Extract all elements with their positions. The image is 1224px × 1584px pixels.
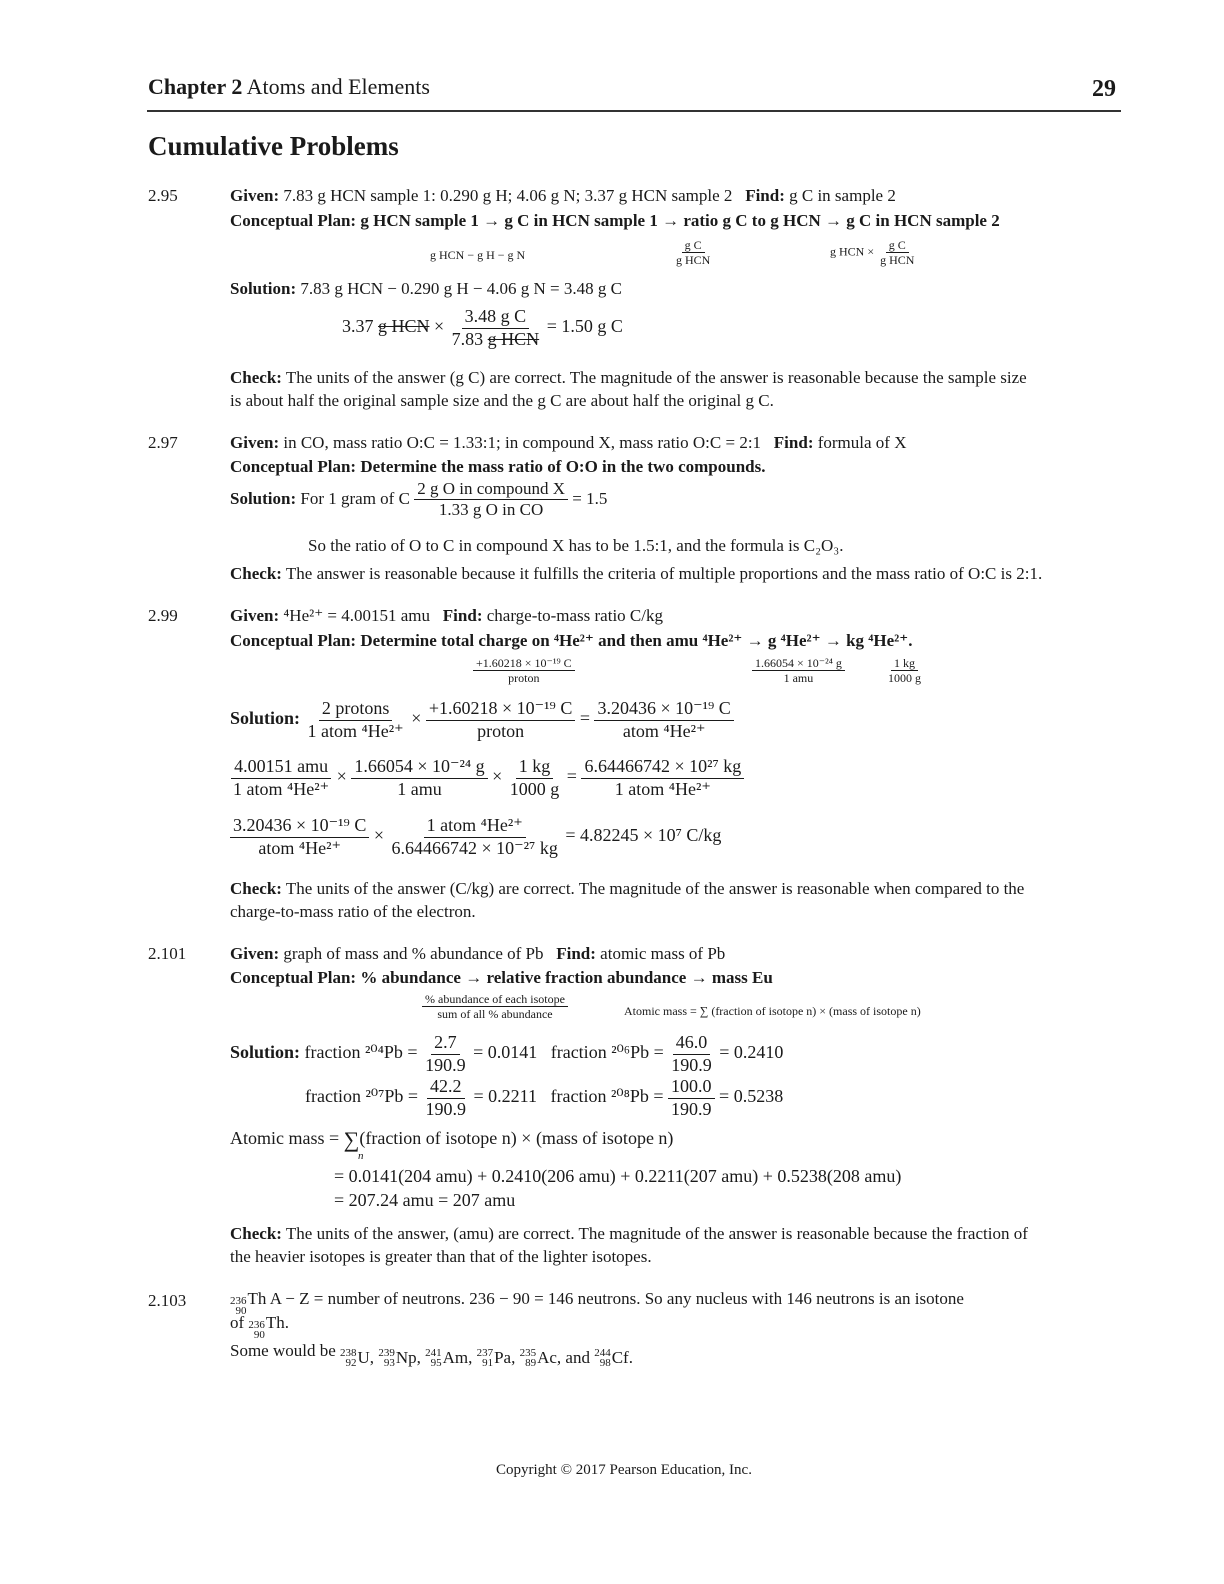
examples-pre: Some would be	[230, 1341, 336, 1360]
mass-charge: 244 98	[594, 1347, 611, 1369]
sigma-subscript: n	[358, 1150, 364, 1162]
frac-den: 1 atom ⁴He²⁺	[307, 720, 404, 741]
frac-num: 2 g O in compound X	[414, 479, 568, 500]
nuclide-symbol: Cf.	[611, 1348, 633, 1367]
plan-step: g HCN − g H − g N	[430, 248, 526, 262]
solution-label: Solution:	[230, 488, 297, 508]
given-label: Given:	[230, 433, 280, 452]
plan-factor	[752, 656, 845, 686]
frac-num: 1 atom ⁴He²⁺	[424, 815, 526, 838]
plan-step-den: g HCN	[676, 253, 711, 268]
frac-num: 100.0	[668, 1076, 715, 1099]
plan-factor-num: 1.66054 × 10⁻²⁴ g	[752, 656, 845, 671]
plan-step	[830, 238, 917, 268]
nuclide-symbol: Th.	[265, 1313, 290, 1332]
plan-step	[673, 238, 713, 268]
frac-num: 2.7	[431, 1032, 460, 1055]
given-line	[230, 186, 896, 206]
nuclide-th-236	[248, 1320, 266, 1340]
plan-factor	[422, 992, 568, 1022]
problem-number: 2.99	[148, 606, 178, 625]
isotone-line-2	[230, 1313, 289, 1340]
plan-label: Conceptual Plan:	[230, 968, 357, 987]
given-line	[230, 433, 907, 453]
fraction-result: = 0.2410	[719, 1042, 784, 1063]
plan-factor-den: 1000 g	[888, 671, 921, 686]
solution-label: Solution:	[230, 279, 297, 298]
header-rule	[147, 110, 1121, 112]
frac-num: 6.64466742 × 10²⁷ kg	[581, 756, 744, 779]
solution-line	[230, 479, 607, 521]
fraction-result: = 0.5238	[719, 1086, 784, 1107]
fraction-result: = 0.2211	[473, 1086, 538, 1107]
nuclide-cf-244	[594, 1348, 633, 1368]
isotone-text: Th A − Z = number of neutrons. 236 − 90 = 146 neutrons. So any nucleus with 146 neutrons is an isotone	[247, 1289, 964, 1308]
check-line	[230, 1224, 1028, 1244]
mass-charge: 235 89	[519, 1347, 537, 1369]
calc-result: = 1.50 g C	[546, 316, 623, 337]
isotone-examples	[230, 1341, 633, 1368]
chapter-title: Atoms and Elements	[246, 74, 430, 99]
atomic-mass-line-2: = 0.0141(204 amu) + 0.2410(206 amu) + 0.2211(207 amu) + 0.5238(208 amu)	[334, 1166, 902, 1186]
sigma-icon: ∑	[343, 1126, 360, 1152]
frac-den: 190.9	[671, 1054, 712, 1075]
check-line	[230, 368, 1027, 388]
check-label: Check:	[230, 1224, 282, 1243]
page-number: 29	[1092, 76, 1116, 102]
given-text: in CO, mass ratio O:C = 1.33:1; in compound X, mass ratio O:C = 2:1	[283, 433, 762, 452]
plan-line	[230, 968, 773, 988]
problem-number: 2.103	[148, 1291, 187, 1310]
fraction-label: fraction ²⁰⁴Pb =	[304, 1042, 418, 1063]
plan-label: Conceptual Plan:	[230, 631, 357, 650]
check-label: Check:	[230, 368, 282, 387]
plan-factor-num: +1.60218 × 10⁻¹⁹ C	[473, 656, 575, 671]
plan-step-den: g HCN	[880, 253, 915, 268]
check-line	[230, 564, 1042, 584]
frac-den: 1000 g	[509, 778, 560, 799]
plan-factor-num: 1 kg	[891, 656, 918, 671]
plan-text: Determine the mass ratio of O:O in the two compounds.	[360, 457, 766, 476]
calc-num: 3.48 g C	[462, 306, 530, 329]
check-line-2: charge-to-mass ratio of the electron.	[230, 902, 476, 921]
solution-result: = 1.5	[572, 488, 608, 508]
solution-step: Solution: $\frac{\text{2 protons}}{\text{1 atom ⁴He²⁺}}$ × $\frac{\text{+1.60218 × 10⁻¹⁹ C}}{\text{proton}}$ = $\frac{\text{3.20436 × 10⁻¹⁹ C}}{\text{atom ⁴He²⁺}}$	[230, 698, 734, 742]
check-text: The answer is reasonable because it fulfills the criteria of multiple proportions and the mass ratio of O:C is 2:1.	[285, 564, 1043, 583]
plan-line	[230, 631, 912, 651]
frac-den: 190.9	[671, 1098, 712, 1119]
nuclide-symbol: Ac, and	[537, 1348, 590, 1367]
frac-den: proton	[477, 720, 525, 741]
mass-charge: 239 93	[378, 1347, 395, 1369]
find-text: charge-to-mass ratio C/kg	[486, 606, 663, 625]
nuclide-symbol: Pa,	[494, 1348, 516, 1367]
solution-label: Solution:	[230, 708, 301, 729]
frac-num: 3.20436 × 10⁻¹⁹ C	[594, 698, 733, 721]
check-text: The units of the answer (g C) are correct. The magnitude of the answer is reasonable because the sample size	[285, 368, 1027, 387]
fraction-label: fraction ²⁰⁸Pb =	[550, 1086, 664, 1107]
times-sign: ×	[434, 316, 445, 337]
calc-value: 3.37	[342, 316, 374, 337]
plan-label: Conceptual Plan:	[230, 211, 357, 230]
given-label: Given:	[230, 186, 280, 205]
mass-charge: 238 92	[340, 1347, 357, 1369]
frac-num: +1.60218 × 10⁻¹⁹ C	[426, 698, 575, 721]
find-label: Find:	[556, 944, 596, 963]
nuclide-symbol: Np,	[395, 1348, 421, 1367]
solution-text: For 1 gram of C	[300, 488, 410, 508]
find-text: formula of X	[817, 433, 907, 452]
plan-line	[230, 457, 765, 477]
calc-den-value: 7.83	[451, 328, 484, 349]
plan-text: % abundance → relative fraction abundance → mass Eu	[360, 968, 773, 987]
frac-num: 4.00151 amu	[231, 756, 331, 779]
plan-text: Determine total charge on ⁴He²⁺ and then amu ⁴He²⁺ → g ⁴He²⁺ → kg ⁴He²⁺.	[360, 631, 913, 650]
nuclide-u-238	[340, 1348, 374, 1368]
frac-num: 46.0	[673, 1032, 711, 1055]
atomic-mass-line	[230, 1128, 673, 1151]
frac-den: 1 atom ⁴He²⁺	[614, 778, 711, 799]
problem-number: 2.97	[148, 433, 178, 452]
nuclide-symbol: U,	[357, 1348, 375, 1367]
isotone-line	[230, 1289, 964, 1316]
nuclide-pa-237	[477, 1348, 516, 1368]
frac-num: 1.66054 × 10⁻²⁴ g	[351, 756, 487, 779]
given-line	[230, 944, 725, 964]
plan-factor-den: 1 amu	[783, 671, 814, 686]
find-text: atomic mass of Pb	[600, 944, 726, 963]
ratio-line: So the ratio of O to C in compound X has to be 1.5:1, and the formula is C₂O₃.	[308, 536, 844, 555]
calc-den-unit: g HCN	[487, 328, 540, 349]
find-label: Find:	[773, 433, 814, 452]
check-line-2: the heavier isotopes is greater than that of the lighter isotopes.	[230, 1247, 652, 1266]
mass-charge: 236 90	[230, 1295, 247, 1317]
frac-num: 3.20436 × 10⁻¹⁹ C	[230, 815, 369, 838]
atomic-mass-sum: (fraction of isotope n) × (mass of isotope n)	[359, 1128, 674, 1148]
given-line	[230, 606, 663, 626]
nuclide-am-241	[425, 1348, 472, 1368]
problem-number: 2.101	[148, 944, 187, 963]
check-line	[230, 879, 1024, 899]
chapter-label: Chapter 2	[148, 74, 243, 99]
calc-den	[449, 329, 543, 351]
solution-label: Solution:	[230, 1042, 301, 1063]
plan-step-num: g C	[682, 238, 705, 253]
frac-den: 1 atom ⁴He²⁺	[233, 778, 330, 799]
plan-factor	[885, 656, 924, 686]
given-text: ⁴He²⁺ = 4.00151 amu	[283, 606, 431, 625]
frac-den: 6.64466742 × 10⁻²⁷ kg	[391, 837, 558, 858]
nuclide-np-239	[378, 1348, 421, 1368]
atomic-mass-line-3: = 207.24 amu = 207 amu	[334, 1190, 516, 1210]
plan-text: g HCN sample 1 → g C in HCN sample 1 → ratio g C to g HCN → g C in HCN sample 2	[360, 211, 1000, 230]
check-label: Check:	[230, 879, 282, 898]
frac-den: 190.9	[425, 1098, 467, 1119]
plan-formula: Atomic mass = ∑ (fraction of isotope n) × (mass of isotope n)	[624, 1004, 921, 1018]
plan-line	[230, 211, 1000, 231]
mass-charge: 241 95	[425, 1347, 442, 1369]
frac-den: atom ⁴He²⁺	[622, 720, 706, 741]
copyright-footer: Copyright © 2017 Pearson Education, Inc.	[496, 1462, 752, 1478]
frac-num: 42.2	[427, 1076, 465, 1099]
section-title: Cumulative Problems	[148, 131, 399, 161]
check-label: Check:	[230, 564, 282, 583]
given-label: Given:	[230, 606, 280, 625]
mass-charge: 236 90	[248, 1319, 265, 1341]
frac-den: atom ⁴He²⁺	[258, 837, 341, 858]
check-text: The units of the answer (C/kg) are correct. The magnitude of the answer is reasonable when compared to the	[285, 879, 1025, 898]
solution-line	[230, 279, 622, 299]
plan-factor	[473, 656, 575, 686]
plan-step-num: g C	[886, 238, 909, 253]
fraction-label: fraction ²⁰⁶Pb =	[550, 1042, 664, 1063]
mass-charge: 237 91	[476, 1347, 494, 1369]
frac-num: 2 protons	[319, 698, 393, 721]
frac-num: 1 kg	[516, 756, 554, 779]
plan-step-pre: g HCN ×	[830, 244, 875, 259]
solution-text: 7.83 g HCN − 0.290 g H − 4.06 g N = 3.48 g C	[300, 279, 622, 298]
chapter-header	[148, 74, 430, 100]
frac-den: 1 amu	[397, 778, 442, 799]
find-label: Find:	[745, 186, 785, 205]
plan-factor-den: sum of all % abundance	[437, 1007, 553, 1022]
nuclide-ac-235	[520, 1348, 590, 1368]
frac-den: 1.33 g O in CO	[438, 500, 544, 520]
solution-step: $\frac{\text{4.00151 amu}}{\text{1 atom ⁴He²⁺}}$ × $\frac{\text{1.66054 × 10⁻²⁴ g}}{\text{1 amu}}$ × $\frac{1 kg}{1000 g}$ = $\frac{\text{6.64466742 × 10²⁷ kg}}{\text{1 atom ⁴He²⁺}}$	[230, 756, 744, 800]
given-label: Given:	[230, 944, 280, 963]
solution-step	[230, 1032, 783, 1076]
calculation	[342, 306, 623, 350]
solution-step: $\frac{\text{3.20436 × 10⁻¹⁹ C}}{\text{atom ⁴He²⁺}}$ × $\frac{\text{1 atom ⁴He²⁺}}{\text{6.64466742 × 10⁻²⁷ kg}}$ = 4.82245 × 10⁷ C/kg	[230, 815, 721, 859]
calc-unit: g HCN	[378, 316, 430, 337]
check-line-2: is about half the original sample size and the g C are about half the original g C.	[230, 391, 774, 410]
plan-label: Conceptual Plan:	[230, 457, 357, 476]
plan-factor-num: % abundance of each isotope	[422, 992, 568, 1007]
find-label: Find:	[442, 606, 483, 625]
fraction-label: fraction ²⁰⁷Pb =	[305, 1086, 419, 1107]
find-text: g C in sample 2	[789, 186, 896, 205]
plan-factor-den: proton	[508, 671, 540, 686]
atomic-mass-label: Atomic mass =	[230, 1128, 340, 1148]
given-text: graph of mass and % abundance of Pb	[283, 944, 544, 963]
nuclide-symbol: Am,	[442, 1348, 473, 1367]
solution-result: = 4.82245 × 10⁷ C/kg	[565, 825, 722, 846]
given-text: 7.83 g HCN sample 1: 0.290 g H; 4.06 g N; 3.37 g HCN sample 2	[283, 186, 733, 205]
fraction-result: = 0.0141	[473, 1042, 538, 1063]
solution-step	[305, 1076, 783, 1120]
isotone-text-pre: of	[230, 1313, 245, 1332]
check-text: The units of the answer, (amu) are correct. The magnitude of the answer is reasonable because the fraction of	[285, 1224, 1028, 1243]
problem-number: 2.95	[148, 186, 178, 205]
frac-den: 190.9	[425, 1054, 466, 1075]
